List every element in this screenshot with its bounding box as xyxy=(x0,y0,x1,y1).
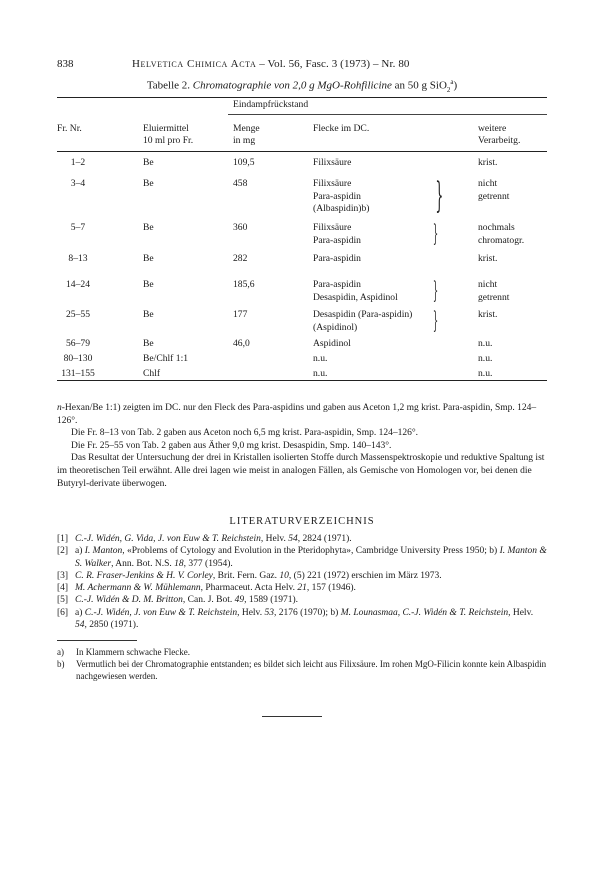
reference-italic: C.-J. Widén, J. von Euw & T. Reichstein xyxy=(84,607,238,618)
footnote-text: Vermutlich bei der Chromatographie entstanden; es bildet sich leicht aus Filixsäure. Im rohen MgO-Filicin konnte kein Albaspidin nachgewiesen werden. xyxy=(76,659,547,681)
cell-weitere: n.u. xyxy=(478,338,493,349)
caption-superscript: a xyxy=(450,78,454,86)
reference-number: [2] xyxy=(57,546,69,557)
cell-eluent: Be xyxy=(143,253,154,264)
cell-eluent: Be xyxy=(143,338,154,349)
cell-menge: 458 xyxy=(233,178,248,189)
group-header-rule xyxy=(228,114,547,115)
cell-fr: 8–13 xyxy=(68,253,88,264)
paragraph-4: Das Resultat der Untersuchung der drei in Kristallen isolierten Stoffe durch Massenspektroskopie und reduktive Spaltung ist im theoretischen Teil erwähnt. Alle drei lagen wie meist in analogen Fällen, als Gemische von Homologen vor, bei denen die Butyryl-derivate überwogen. xyxy=(57,453,545,489)
grouping-brace: } xyxy=(435,175,444,216)
caption-close: ) xyxy=(453,79,458,92)
reference-text: , Helv. xyxy=(237,607,265,618)
reference-number: [3] xyxy=(57,570,69,581)
cell-weitere: getrennt xyxy=(478,190,510,202)
cell-flecke: (Albaspidin)b) xyxy=(313,203,370,214)
journal-volume: – Vol. 56, Fasc. 3 (1973) – Nr. 80 xyxy=(256,58,410,70)
paragraph-3: Die Fr. 25–55 von Tab. 2 gaben aus Äther 9,0 mg krist. Desaspidin, Smp. 140–143°. xyxy=(71,440,392,451)
cell-weitere: n.u. xyxy=(478,368,493,379)
caption-subscript: 2 xyxy=(446,85,451,94)
caption-suffix: an 50 g SiO xyxy=(391,79,447,92)
reference-italic: I. Manton & S. Walker xyxy=(75,546,547,569)
header-menge-1: Menge xyxy=(233,123,260,134)
cell-eluent: Be xyxy=(143,178,154,189)
reference-item xyxy=(57,607,547,632)
cell-flecke: Filixsäure xyxy=(313,222,352,233)
cell-eluent: Chlf xyxy=(143,368,161,379)
reference-italic: I. Manton xyxy=(84,546,123,557)
reference-italic: C. R. Fraser-Jenkins & H. V. Corley xyxy=(75,570,213,581)
grouping-brace: } xyxy=(432,276,439,304)
cell-fr: 56–79 xyxy=(66,338,90,349)
cell-fr: 14–24 xyxy=(66,279,90,290)
references-list xyxy=(57,533,547,631)
reference-text: , 157 (1946). xyxy=(306,583,356,594)
reference-text: , 2850 (1971). xyxy=(84,620,139,631)
journal-name: Helvetica Chimica Acta xyxy=(132,58,257,70)
end-rule xyxy=(262,716,322,717)
reference-text: , Pharmaceut. Acta Helv. xyxy=(200,583,298,594)
caption-prefix: Tabelle 2. xyxy=(146,79,193,92)
cell-flecke: (Aspidinol) xyxy=(313,321,358,333)
reference-italic: 49 xyxy=(234,595,245,606)
cell-flecke: Filixsäure xyxy=(313,178,352,189)
caption-italic: Chromatographie von 2,0 g MgO-Rohfilicine xyxy=(192,79,392,92)
header-eluent-1: Eluiermittel xyxy=(143,123,189,134)
reference-italic: 53 xyxy=(264,607,274,618)
cell-flecke: Para-aspidin xyxy=(313,190,361,202)
cell-weitere: n.u. xyxy=(478,353,493,364)
cell-flecke: n.u. xyxy=(313,353,328,364)
cell-weitere: krist. xyxy=(478,157,498,168)
header-fr: Fr. Nr. xyxy=(57,123,82,134)
cell-weitere: krist. xyxy=(478,253,498,264)
cell-fr: 25–55 xyxy=(66,309,90,320)
journal-line xyxy=(132,58,410,70)
table-bottom-rule xyxy=(57,380,547,381)
reference-text: a) xyxy=(75,546,85,557)
cell-fr: 5–7 xyxy=(70,222,86,233)
paragraph-1 xyxy=(57,402,547,427)
header-menge-2: in mg xyxy=(233,135,256,146)
cell-weitere: nicht xyxy=(478,279,498,290)
page-number: 838 xyxy=(57,58,74,70)
cell-flecke: Desaspidin (Para-aspidin) xyxy=(313,309,413,320)
cell-flecke: Para-aspidin xyxy=(313,234,361,246)
reference-italic: 18 xyxy=(174,558,184,569)
cell-fr: 80–130 xyxy=(63,353,93,364)
group-header: Eindampfrückstand xyxy=(233,99,309,110)
reference-italic: M. Lounasmaa, C.-J. Widén & T. Reichstein xyxy=(340,607,509,618)
reference-text: , 377 (1954). xyxy=(183,558,233,569)
cell-menge: 109,5 xyxy=(233,157,255,168)
footnote-item xyxy=(57,646,547,658)
references-heading: LITERATURVERZEICHNIS xyxy=(229,516,375,527)
reference-text: , Helv. xyxy=(260,534,289,544)
chromatography-table xyxy=(57,97,547,387)
cell-eluent: Be xyxy=(143,157,154,168)
reference-item xyxy=(57,582,547,594)
header-weitere-2: Verarbeitg. xyxy=(478,135,521,146)
reference-number: [4] xyxy=(57,583,69,594)
cell-menge: 46,0 xyxy=(233,338,250,349)
footnote-rule xyxy=(57,640,137,641)
cell-eluent: Be/Chlf 1:1 xyxy=(143,353,189,364)
cell-fr: 131–155 xyxy=(61,368,95,379)
cell-flecke: n.u. xyxy=(313,368,328,379)
cell-weitere: nicht xyxy=(478,178,498,189)
paragraph-1-italic: n xyxy=(57,403,62,413)
reference-italic: 21 xyxy=(297,583,307,594)
reference-text: , Helv. xyxy=(508,607,534,618)
paragraph-1-text: -Hexan/Be 1:1) zeigten im DC. nur den Fleck des Para-aspidins und gaben aus Aceton 1,2 mg krist. Para-aspidin, Smp. 124–126°. xyxy=(57,403,537,426)
reference-italic: 54 xyxy=(288,534,298,544)
cell-menge: 360 xyxy=(233,222,248,233)
cell-menge: 185,6 xyxy=(233,279,255,290)
cell-flecke: Aspidinol xyxy=(313,338,351,349)
reference-text: a) xyxy=(75,607,85,618)
reference-italic: 10 xyxy=(279,570,289,581)
reference-item xyxy=(57,545,547,570)
cell-weitere: getrennt xyxy=(478,291,510,303)
reference-number: [1] xyxy=(57,534,69,544)
reference-item xyxy=(57,570,547,582)
reference-number: [6] xyxy=(57,607,69,618)
running-header xyxy=(57,58,547,72)
cell-eluent: Be xyxy=(143,279,154,290)
cell-weitere: krist. xyxy=(478,309,498,320)
table-top-rule xyxy=(57,97,547,98)
reference-item xyxy=(57,533,547,545)
header-eluent-2: 10 ml pro Fr. xyxy=(143,135,194,146)
reference-italic: C.-J. Widén, G. Vida, J. von Euw & T. Reichstein xyxy=(75,534,261,544)
grouping-brace: } xyxy=(432,219,439,247)
footnote-marker: a) xyxy=(57,647,64,657)
footnote-item xyxy=(57,658,547,682)
header-flecke: Flecke im DC. xyxy=(313,123,370,134)
reference-text: , Brit. Fern. Gaz. xyxy=(212,570,280,581)
reference-italic: C.-J. Widén & D. M. Britton xyxy=(75,595,183,606)
header-bottom-rule xyxy=(57,151,547,152)
cell-flecke: Filixsäure xyxy=(313,157,352,168)
cell-flecke: Para-aspidin xyxy=(313,253,361,264)
footnote-text: In Klammern schwache Flecke. xyxy=(76,647,190,657)
cell-weitere: chromatogr. xyxy=(478,234,525,246)
reference-text: , «Problems of Cytology and Evolution in the Pteridophyta», Cambridge University Press 1950; b) xyxy=(122,546,500,557)
cell-eluent: Be xyxy=(143,222,154,233)
footnote-marker: b) xyxy=(57,659,65,669)
cell-menge: 282 xyxy=(233,253,248,264)
reference-number: [5] xyxy=(57,595,69,606)
reference-text: , Ann. Bot. N.S. xyxy=(111,558,175,569)
footnotes xyxy=(57,646,547,682)
reference-text: , 1589 (1971). xyxy=(244,595,298,606)
cell-eluent: Be xyxy=(143,309,154,320)
cell-fr: 1–2 xyxy=(70,157,86,168)
cell-menge: 177 xyxy=(233,309,248,320)
reference-text: , 2824 (1971). xyxy=(297,534,352,544)
reference-italic: 54 xyxy=(75,620,85,631)
header-weitere-1: weitere xyxy=(478,123,507,134)
reference-text: , (5) 221 (1972) erschien im März 1973. xyxy=(288,570,442,581)
grouping-brace: } xyxy=(432,306,439,334)
table-caption xyxy=(57,78,547,94)
reference-item xyxy=(57,594,547,606)
cell-weitere: nochmals xyxy=(478,222,515,233)
reference-text: , Can. J. Bot. xyxy=(182,595,235,606)
cell-fr: 3–4 xyxy=(70,178,86,189)
paragraph-2: Die Fr. 8–13 von Tab. 2 gaben aus Aceton noch 6,5 mg krist. Para-aspidin, Smp. 124–126°. xyxy=(71,428,419,439)
cell-flecke: Desaspidin, Aspidinol xyxy=(313,291,398,303)
reference-text: , 2176 (1970); b) xyxy=(273,607,341,618)
reference-italic: M. Achermann & W. Mühlemann xyxy=(75,583,201,594)
body-text xyxy=(57,402,547,490)
cell-flecke: Para-aspidin xyxy=(313,279,361,290)
